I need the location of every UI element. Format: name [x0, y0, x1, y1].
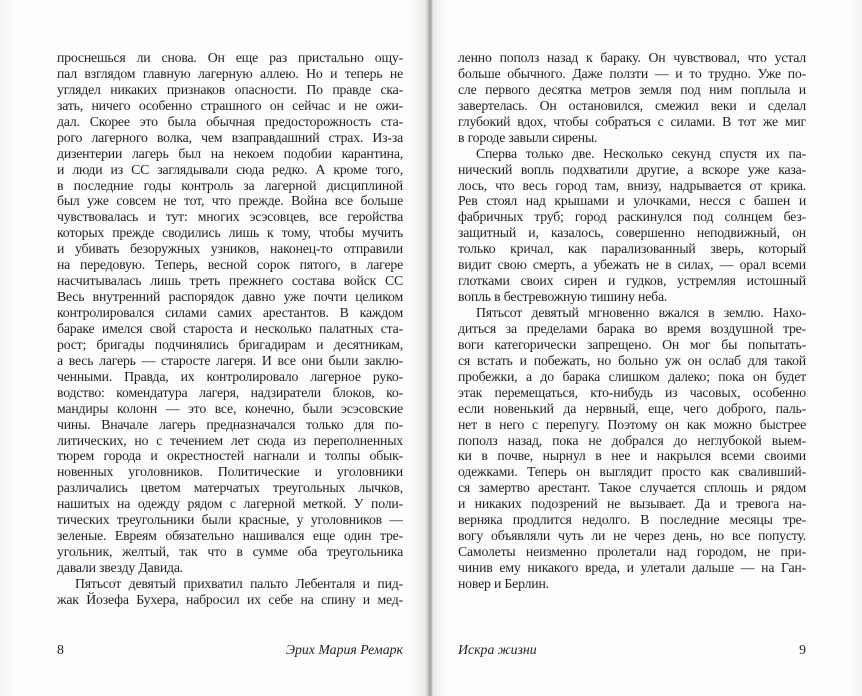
text-line: зеленые. Евреям обязательно нашивался еще один тре- — [57, 528, 403, 544]
text-line: насчитывалась лишь треть прежнего состава войск СС — [57, 273, 403, 289]
text-line: угольник, желтый, так что в сумме оба треугольника — [57, 544, 403, 560]
right-page-edge-shading — [848, 0, 862, 696]
text-line: нашитых на одежду рядом с лагерной меткой. У поли- — [57, 496, 403, 512]
text-line: которых прежде сводились лишь к тому, чтобы мучить — [57, 225, 403, 241]
text-line: пал взглядом главную лагерную аллею. Но и теперь не — [57, 65, 403, 81]
text-line: пробежки, а до барака слишком далеко; пока он будет — [458, 368, 806, 384]
left-page-edge-shading — [0, 0, 14, 696]
text-line: Сперва только две. Несколько секунд спустя их па- — [476, 145, 806, 161]
text-line: одежками. Теперь он выглядит просто как сваливший- — [458, 464, 806, 480]
text-line: зать, ничего особенно страшного он сейчас и не ожи- — [57, 97, 403, 113]
text-line: новер и Берлин. — [458, 575, 549, 591]
left-page-text-column — [57, 50, 403, 608]
text-line: углядел никаких признаков опасности. По правде ска- — [57, 81, 403, 97]
text-line: нет в него с перепугу. Поэтому он как можно быстрее — [458, 416, 806, 432]
text-line: Весь внутренний распорядок давно уже почти целиком — [57, 289, 403, 305]
text-line: и убивать безоружных узников, наконец-то отправили — [57, 241, 403, 257]
text-line: защитный и, казалось, совершенно неподвижный, он — [458, 225, 806, 241]
text-line: вопль в бестревожную тишину неба. — [458, 289, 668, 305]
text-line: тюрем города и окрестностей нагнали и толпы обык- — [57, 448, 403, 464]
text-line: чины. Вначале лагерь предназначался только для по- — [57, 416, 403, 432]
text-line: ки в почве, нырнул в нее и накрылся всеми своими — [458, 448, 806, 464]
text-line: рост; бригады подчинялись бригадирам и десятникам, — [57, 336, 403, 352]
text-line: видит свою смерть, а убежать не в силах, — орал всеми — [458, 257, 806, 273]
text-line: завертелась. Он остановился, смежил веки и сделал — [458, 97, 806, 113]
text-line: чувствовалась и тут: многих эсэсовцев, все геройства — [57, 209, 403, 225]
text-line: больше обычного. Даже ползти — и то трудно. Уже по- — [458, 65, 806, 81]
text-line: Пятьсот девятый прихватил пальто Лебенталя и пид- — [75, 575, 403, 591]
text-line: этак перемещаться, кто-нибудь из часовых, особенно — [458, 384, 806, 400]
text-line: ченными. Правда, их контролировало лагерное руко- — [57, 368, 403, 384]
left-page-footer — [57, 642, 403, 658]
text-line: бараке имелся свой староста и несколько палатных ста- — [57, 320, 403, 336]
text-line: давали звезду Давида. — [57, 560, 184, 575]
text-line: пополз назад, пока не добрался до неглубокой выем- — [458, 432, 806, 448]
text-line: литических, но с течением лет сюда из переполненных — [57, 432, 403, 448]
text-line: если новенький да нервный, еще, чего доброго, паль- — [458, 400, 806, 416]
text-line: водство: комендатура лагеря, надзиратели блоков, ко- — [57, 384, 403, 400]
right-page-number: 9 — [799, 642, 806, 657]
left-page-number: 8 — [57, 642, 64, 657]
text-line: в городе завыли сирены. — [458, 129, 598, 145]
text-line: в последние годы контроль за лагерной дисциплиной — [57, 177, 403, 193]
text-line: а весь лагерь — старосте лагеря. И все они были заклю- — [57, 352, 403, 368]
text-line: Самолеты неизменно пролетали над городом, не при- — [458, 544, 806, 560]
book-gutter — [404, 0, 450, 696]
text-line: сле первого десятка метров земля под ним поплыла и — [458, 81, 806, 97]
running-title-author: Эрих Мария Ремарк — [285, 642, 403, 657]
text-line: чинив ему никакого вреда, и улетали дальше — на Ган- — [458, 560, 806, 575]
text-line: тических треугольники были красные, у уголовников — — [57, 512, 403, 528]
right-page-footer — [458, 642, 806, 658]
text-line: лось, что весь город там, внизу, надрывается от крика. — [458, 177, 806, 193]
text-line: проснешься ли снова. Он еще раз пристально ощу- — [57, 50, 403, 65]
text-line: глубокий вдох, чтобы собраться с силами. В тот же миг — [458, 113, 806, 129]
text-line: мандиры колонн — это все, конечно, были эсэсовские — [57, 400, 403, 416]
running-title-book: Искра жизни — [458, 642, 537, 657]
text-line: Рев стоял над крышами и улочками, несся с башен и — [458, 193, 806, 209]
text-line: глотками своих сирен и гудков, устремляя истошный — [458, 273, 806, 289]
text-line: контролировался силами самих арестантов. В каждом — [57, 305, 403, 320]
text-line: Пятьсот девятый мгновенно вжался в землю. Нахо- — [476, 305, 806, 320]
text-line: и люди из СС заглядывали сюда редко. А кроме того, — [57, 161, 403, 177]
text-line: воги категорически запрещено. Он мог бы попытать- — [458, 336, 806, 352]
text-line: дал. Скорее это была обычная предосторожность ста- — [57, 113, 403, 129]
text-line: диться за пределами барака во время воздушной тре- — [458, 320, 806, 336]
text-line: рого лагерного волка, чем взаправдашний страх. Из-за — [57, 129, 403, 145]
text-line: дизентерии лагерь был на некоем подобии карантина, — [57, 145, 403, 161]
text-line: новенных уголовников. Политические и уголовники — [57, 464, 403, 480]
text-line: и никаких подозрений не вызывает. Да и тревога на- — [458, 496, 806, 512]
text-line: только кричал, как парализованный зверь, который — [458, 241, 806, 257]
text-line: ся замертво арестант. Такое случается сплошь и рядом — [458, 480, 806, 496]
text-line: ленно пополз назад к бараку. Он чувствовал, что устал — [458, 50, 806, 65]
text-line: нический вопль подхватили другие, а вскоре уже каза- — [458, 161, 806, 177]
text-line: фабричных труб; город раскинулся под солнцем без- — [458, 209, 806, 225]
text-line: жак Йозефа Бухера, набросил их себе на спину и мед- — [57, 591, 403, 607]
text-line: вогу объявляли чуть ли не через день, но все попусту. — [458, 528, 806, 544]
text-line: на передовую. Теперь, весной сорок пятого, в лагере — [57, 257, 403, 273]
text-line: различались цветом матерчатых треугольных лычков, — [57, 480, 403, 496]
right-page-text-column — [458, 50, 806, 592]
text-line: был уже совсем не тот, что прежде. Война все больше — [57, 193, 403, 209]
text-line: верняка продлится недолго. В последние месяцы тре- — [458, 512, 806, 528]
text-line: ся встать и побежать, но больно уж он ослаб для такой — [458, 352, 806, 368]
